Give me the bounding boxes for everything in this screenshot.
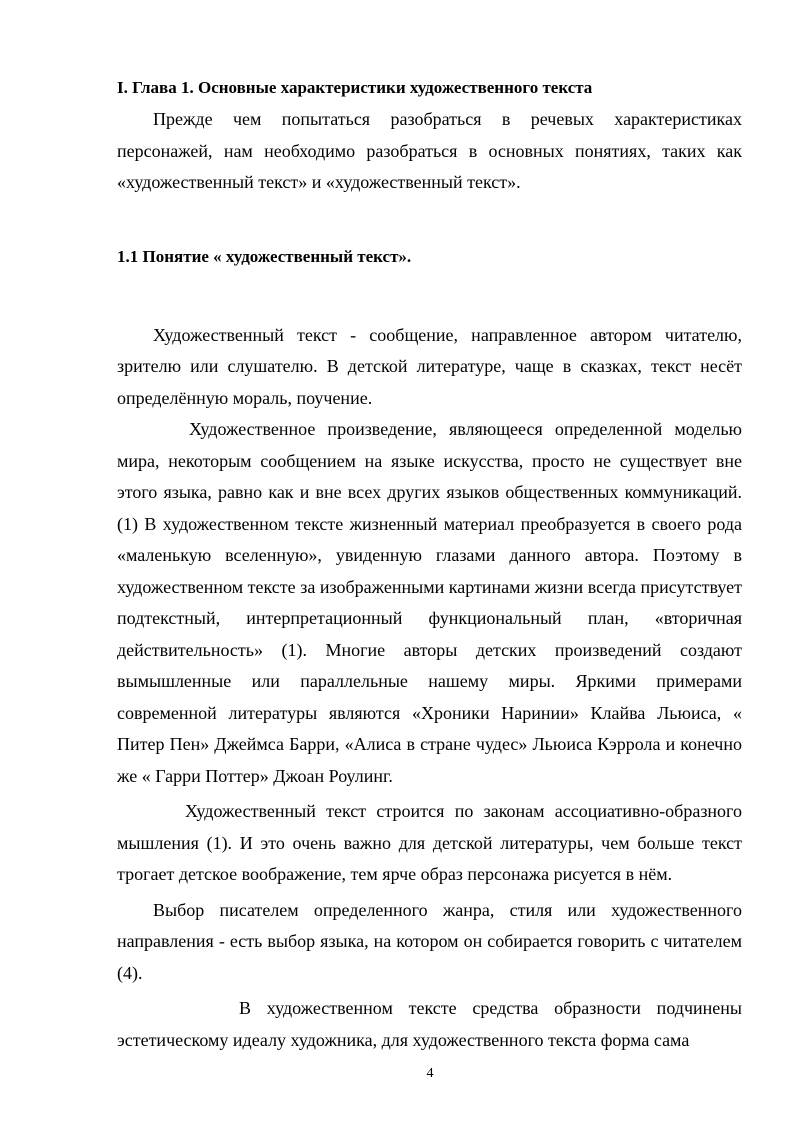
paragraph-4: Выбор писателем определенного жанра, стиля или художественного направления - есть выбор языка, на котором он собирается говорить с читателем (4). — [117, 899, 742, 983]
paragraph-2: Художественное произведение, являющееся определенной моделью мира, некоторым сообщением на языке искусства, просто не существует вне этого языка, равно как и вне всех других языков общественных коммуникаций.(1) В художественном тексте жизненный материал преобразуется в своего рода «маленькую вселенную», увиденную глазами данного автора. Поэтому в художественном тексте за изображенными картинами жизни всегда присутствует подтекстный, интерпретационный функциональный план, «вторичная действительность» (1). Многие авторы детских произведений создают вымышленные или параллельные нашему миры. Яркими примерами современной литературы являются «Хроники Наринии» Клайва Льюиса, « Питер Пен» Джеймса Барри, «Алиса в стране чудес» Льюиса Кэррола и конечно же « Гарри Поттер» Джоан Роулинг. — [117, 419, 742, 786]
paragraph-5: В художественном тексте средства образности подчинены эстетическому идеалу художника, для художественного текста форма сама — [117, 998, 742, 1050]
chapter-heading: I. Глава 1. Основные характеристики художественного текста — [117, 78, 593, 97]
paragraph-1: Художественный текст - сообщение, направленное автором читателю, зрителю или слушателю. В детской литературе, чаще в сказках, текст несёт определённую мораль, поучение. — [117, 324, 742, 408]
document-page — [117, 70, 742, 1056]
paragraph-3: Художественный текст строится по законам ассоциативно-образного мышления (1). И это очень важно для детской литературы, чем больше текст трогает детское воображение, тем ярче образ персонажа рисуется в нём. — [117, 801, 742, 884]
section-heading: 1.1 Понятие « художественный текст». — [117, 246, 412, 266]
page-number: 4 — [426, 1066, 434, 1081]
intro-paragraph: Прежде чем попытаться разобраться в речевых характеристиках персонажей, нам необходимо разобраться в основных понятиях, таких как «художественный текст» и «художественный текст». — [117, 109, 742, 192]
